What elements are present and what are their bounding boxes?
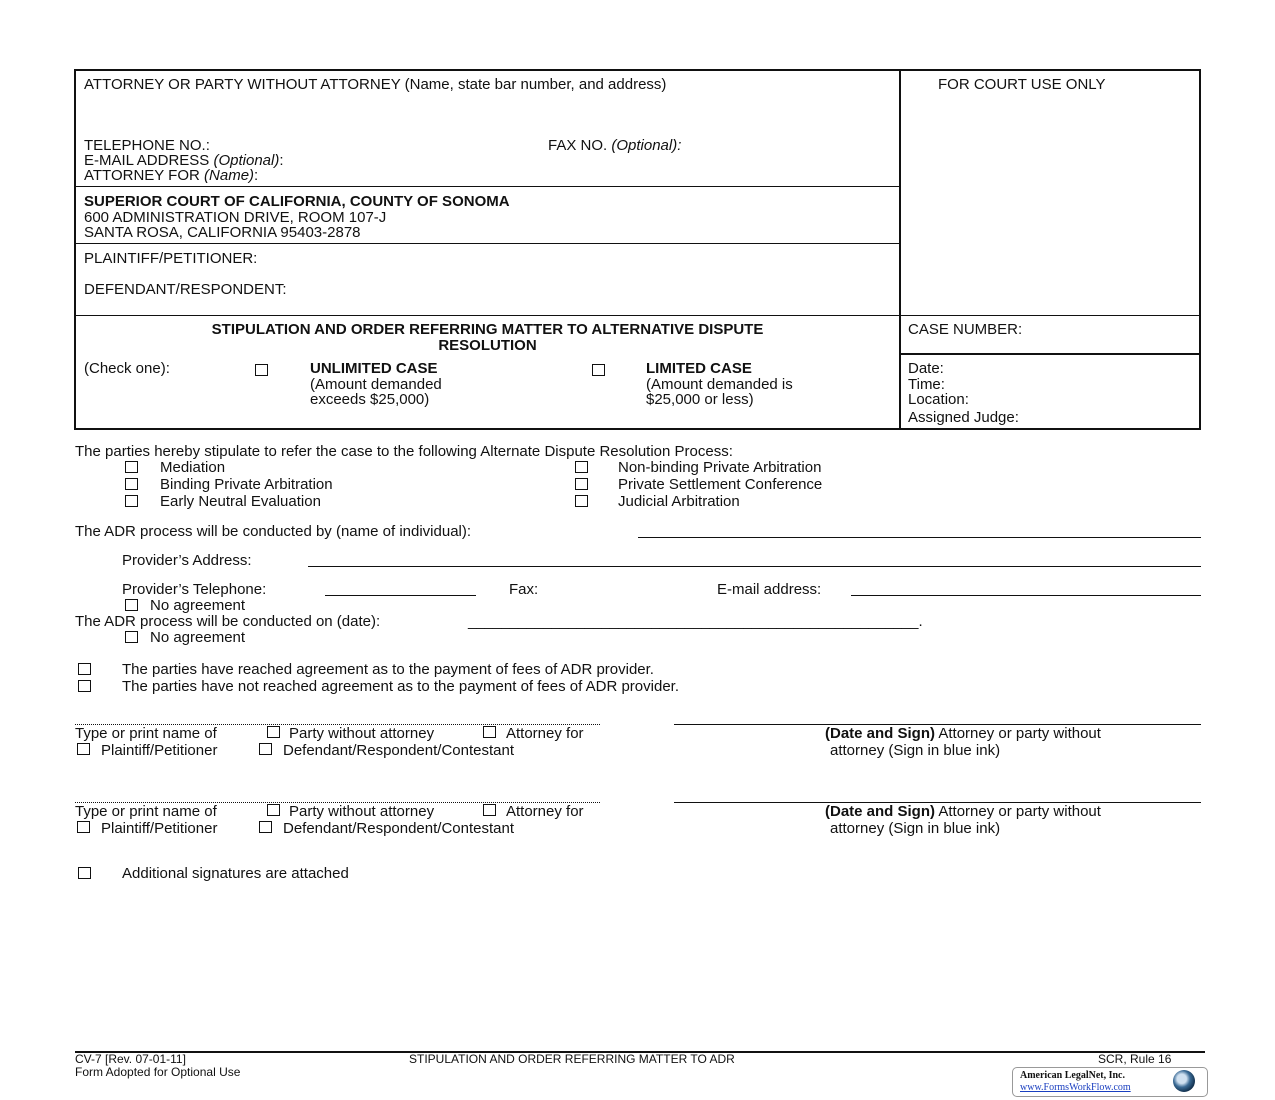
no-agreement-label: No agreement	[150, 629, 246, 646]
fees-agree-label: The parties have reached agreement as to the payment of fees of ADR provider.	[122, 661, 654, 678]
email-field[interactable]	[851, 595, 1201, 596]
party-without-attorney-label: Party without attorney	[289, 725, 435, 742]
option-label: Non-binding Private Arbitration	[618, 459, 822, 476]
rule-label: SCR, Rule 16	[1098, 1052, 1172, 1066]
party-without-attorney-checkbox[interactable]	[267, 804, 280, 816]
conducted-on-label: The ADR process will be conducted on (date):	[75, 613, 381, 630]
provider-address-label: Provider’s Address:	[122, 552, 252, 569]
no-agreement-label: No agreement	[150, 597, 246, 614]
assigned-judge-label: Assigned Judge:	[908, 409, 1019, 426]
mediation-checkbox[interactable]	[125, 461, 138, 473]
additional-signatures-label: Additional signatures are attached	[122, 865, 349, 882]
attorney-for-checkbox[interactable]	[483, 726, 496, 738]
border-right	[1199, 69, 1201, 430]
unlimited-case-checkbox[interactable]	[255, 364, 268, 376]
option-label: Mediation	[160, 459, 226, 476]
court-name: SUPERIOR COURT OF CALIFORNIA, COUNTY OF SONOMA	[84, 193, 510, 210]
limited-desc: (Amount demanded is	[646, 376, 793, 393]
attorney-for-checkbox[interactable]	[483, 804, 496, 816]
divider-vertical	[899, 69, 901, 430]
fees-not-agree-checkbox[interactable]	[78, 680, 91, 692]
provider-phone-label: Provider’s Telephone:	[122, 581, 267, 598]
fax-label: FAX NO. (Optional):	[548, 137, 682, 154]
provider-phone-field[interactable]	[325, 595, 476, 596]
stipulate-text: The parties hereby stipulate to refer the case to the following Alternate Dispute Resolution Process:	[75, 443, 733, 460]
adopted-label: Form Adopted for Optional Use	[75, 1065, 241, 1079]
judicial-arbitration-checkbox[interactable]	[575, 495, 588, 507]
provider-address-field[interactable]	[308, 566, 1201, 567]
divider	[75, 186, 900, 187]
plaintiff-label: PLAINTIFF/PETITIONER:	[84, 250, 258, 267]
defendant-checkbox[interactable]	[259, 743, 272, 755]
form-id: CV-7 [Rev. 07-01-11]	[75, 1052, 186, 1066]
court-address-line2: SANTA ROSA, CALIFORNIA 95403-2878	[84, 224, 361, 241]
party-without-attorney-checkbox[interactable]	[267, 726, 280, 738]
logo-name: American LegalNet, Inc.	[1020, 1070, 1125, 1081]
conducted-by-label: The ADR process will be conducted by (name of individual):	[75, 523, 472, 540]
form-title-line2: RESOLUTION	[438, 337, 537, 354]
form-title: STIPULATION AND ORDER REFERRING MATTER TO ALTERNATIVE DISPUTE	[211, 321, 764, 338]
footer-title: STIPULATION AND ORDER REFERRING MATTER TO ADR	[409, 1052, 735, 1066]
type-name-label: Type or print name of	[75, 725, 217, 742]
location-label: Location:	[908, 391, 969, 408]
unlimited-desc: (Amount demanded	[310, 376, 442, 393]
date-label: Date:	[908, 360, 944, 377]
attorney-for-label: ATTORNEY FOR (Name):	[84, 167, 259, 184]
limited-case-checkbox[interactable]	[592, 364, 605, 376]
option-label: Judicial Arbitration	[618, 493, 740, 510]
party-without-attorney-label: Party without attorney	[289, 803, 435, 820]
time-label: Time:	[908, 376, 945, 393]
unlimited-desc2: exceeds $25,000)	[310, 391, 430, 408]
border-left	[74, 69, 76, 430]
divider	[900, 353, 1200, 355]
attorney-for-label: Attorney for	[506, 725, 584, 742]
defendant-label: DEFENDANT/RESPONDENT:	[84, 281, 287, 298]
fees-agree-checkbox[interactable]	[78, 663, 91, 675]
sign-ink-label: attorney (Sign in blue ink)	[830, 820, 1001, 837]
court-address-line1: 600 ADMINISTRATION DRIVE, ROOM 107-J	[84, 209, 387, 226]
border-bottom	[74, 428, 1201, 430]
option-label: Early Neutral Evaluation	[160, 493, 321, 510]
binding-arbitration-checkbox[interactable]	[125, 478, 138, 490]
additional-signatures-checkbox[interactable]	[78, 867, 91, 879]
no-agreement-checkbox[interactable]	[125, 599, 138, 611]
sign-ink-label: attorney (Sign in blue ink)	[830, 742, 1001, 759]
conducted-on-field[interactable]: ______________________________________________________.	[468, 613, 923, 630]
americanlegalnet-logo[interactable]	[1012, 1067, 1208, 1097]
conducted-by-field[interactable]	[638, 537, 1201, 538]
divider	[75, 315, 1200, 316]
nonbinding-arbitration-checkbox[interactable]	[575, 461, 588, 473]
case-number-label: CASE NUMBER:	[908, 321, 1023, 338]
email-label: E-MAIL ADDRESS (Optional):	[84, 152, 284, 169]
limited-desc2: $25,000 or less)	[646, 391, 754, 408]
plaintiff-checkbox[interactable]	[77, 821, 90, 833]
logo-url[interactable]: www.FormsWorkFlow.com	[1020, 1082, 1131, 1093]
globe-icon	[1173, 1070, 1195, 1092]
defendant-label: Defendant/Respondent/Contestant	[283, 742, 514, 759]
fax-label: Fax:	[509, 581, 539, 598]
limited-case-label: LIMITED CASE	[646, 360, 752, 377]
email-label: E-mail address:	[717, 581, 822, 598]
fees-not-agree-label: The parties have not reached agreement as to the payment of fees of ADR provider.	[122, 678, 679, 695]
plaintiff-checkbox[interactable]	[77, 743, 90, 755]
border-top	[74, 69, 1201, 71]
no-agreement-date-checkbox[interactable]	[125, 631, 138, 643]
date-sign-label: (Date and Sign) Attorney or party without	[825, 803, 1101, 820]
attorney-label: ATTORNEY OR PARTY WITHOUT ATTORNEY (Name, state bar number, and address)	[84, 76, 667, 93]
option-label: Private Settlement Conference	[618, 476, 823, 493]
defendant-label: Defendant/Respondent/Contestant	[283, 820, 514, 837]
date-sign-label: (Date and Sign) Attorney or party without	[825, 725, 1101, 742]
unlimited-case-label: UNLIMITED CASE	[310, 360, 438, 377]
telephone-label: TELEPHONE NO.:	[84, 137, 210, 154]
attorney-for-label: Attorney for	[506, 803, 584, 820]
plaintiff-label: Plaintiff/Petitioner	[101, 820, 218, 837]
settlement-conference-checkbox[interactable]	[575, 478, 588, 490]
defendant-checkbox[interactable]	[259, 821, 272, 833]
check-one-label: (Check one):	[84, 360, 170, 377]
option-label: Binding Private Arbitration	[160, 476, 333, 493]
court-use-label: FOR COURT USE ONLY	[938, 76, 1106, 93]
plaintiff-label: Plaintiff/Petitioner	[101, 742, 218, 759]
early-neutral-checkbox[interactable]	[125, 495, 138, 507]
divider	[75, 243, 900, 244]
type-name-label: Type or print name of	[75, 803, 217, 820]
